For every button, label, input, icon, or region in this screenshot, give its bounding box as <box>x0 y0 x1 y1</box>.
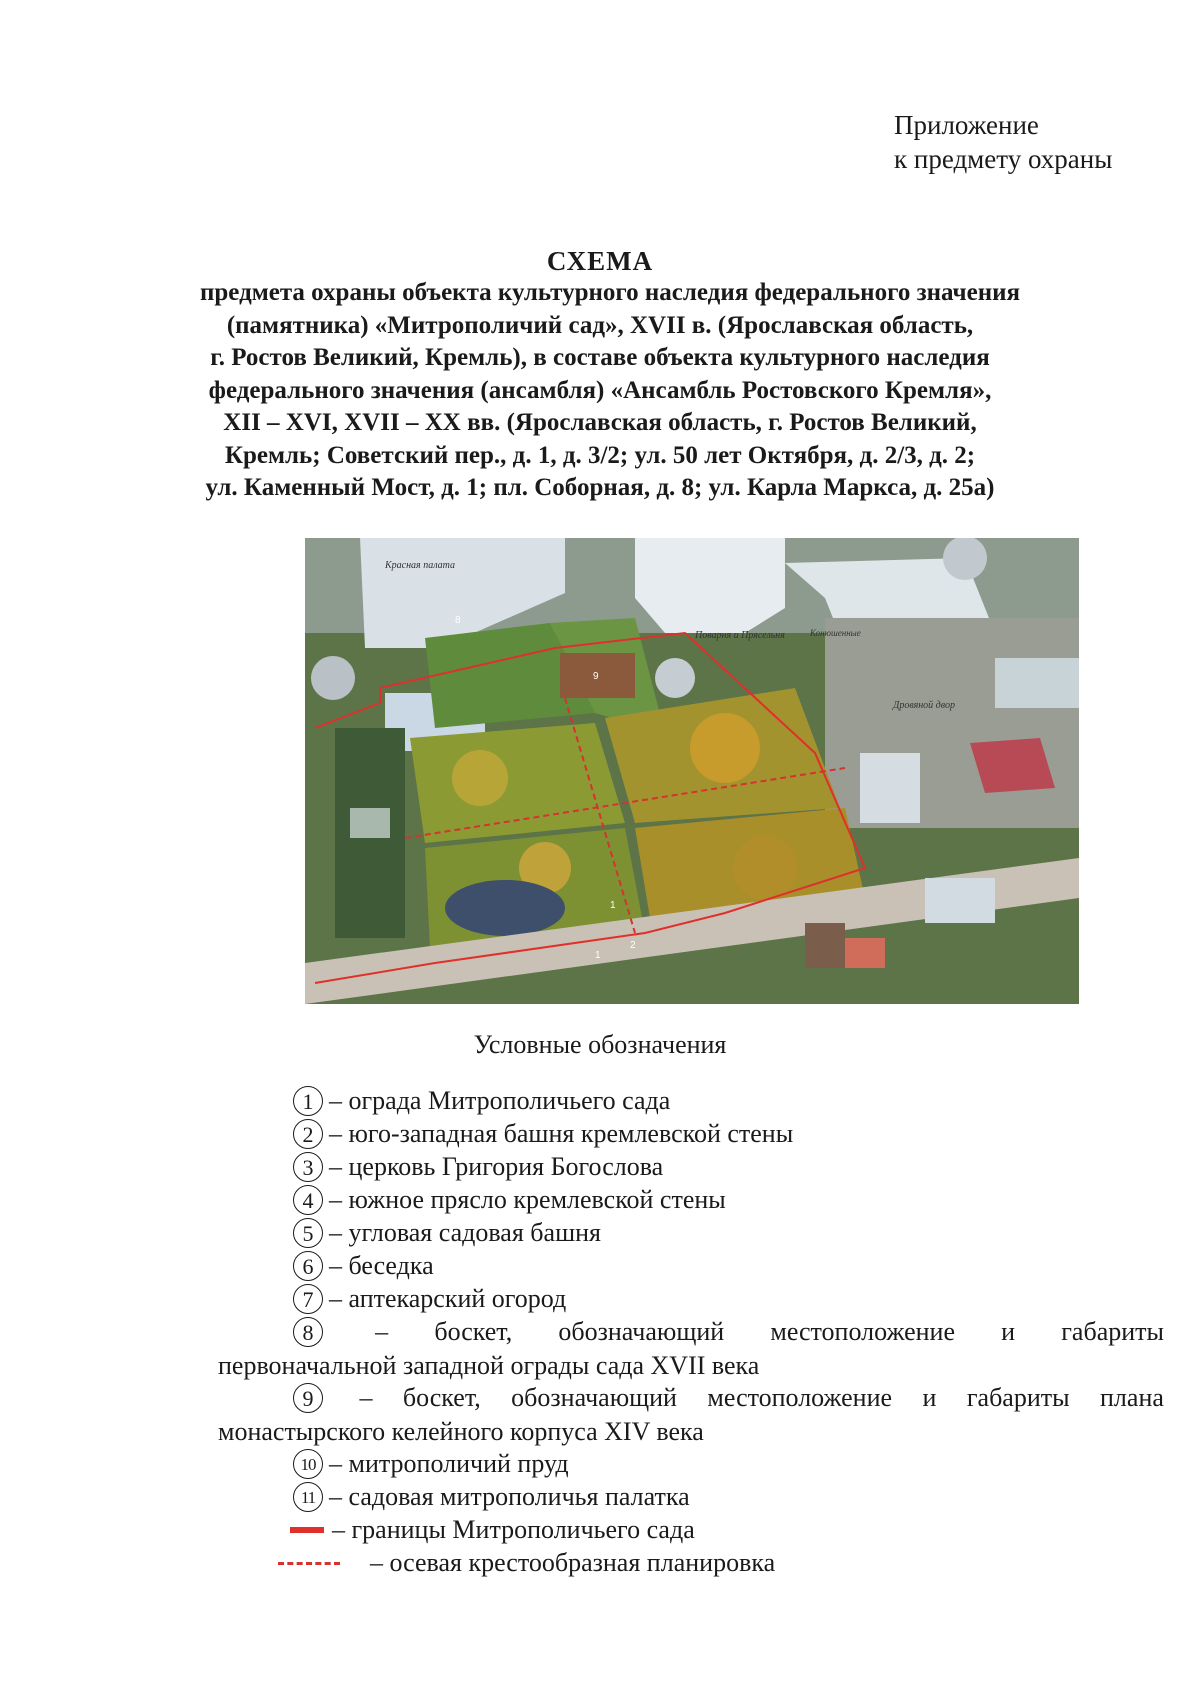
appendix-line-2: к предмету охраны <box>894 144 1113 174</box>
map-marker: 1 <box>610 900 616 911</box>
legend-word: местоположение <box>707 1383 893 1412</box>
label-konyushni: Конюшенные <box>810 628 861 638</box>
aerial-map-graphic <box>305 538 1079 1004</box>
southwest-tower <box>311 656 355 700</box>
legend-number: 4 <box>293 1185 323 1215</box>
legend-text: – аптекарский огород <box>329 1284 567 1313</box>
legend-word: – <box>359 1383 373 1412</box>
legend-item-8 <box>218 1315 1164 1382</box>
legend-text: – садовая митрополичья палатка <box>329 1482 690 1511</box>
aerial-site-map <box>305 538 1079 1004</box>
legend-item <box>293 1218 601 1250</box>
appendix-note <box>894 108 1112 176</box>
legend-text: – церковь Григория Богослова <box>329 1152 664 1181</box>
legend-word: плана <box>1100 1383 1164 1412</box>
title-line-5: XII – XVI, XVII – XX вв. (Ярославская область, г. Ростов Великий, <box>223 409 977 436</box>
legend-word: боскет, <box>402 1383 481 1412</box>
title-line-4: федерального значения (ансамбля) «Ансамбль Ростовского Кремля», <box>208 376 992 404</box>
legend-item <box>293 1119 793 1151</box>
legend-text: – угловая садовая башня <box>329 1218 601 1247</box>
legend-text: – беседка <box>329 1251 434 1280</box>
legend-number: 2 <box>293 1119 323 1149</box>
legend-text-continued: монастырского келейного корпуса XIV века <box>218 1417 704 1447</box>
legend-word: местоположение <box>770 1317 955 1346</box>
legend-number: 9 <box>293 1383 323 1413</box>
title-line-1: предмета охраны объекта культурного наследия федерального значения <box>200 279 1021 306</box>
legend-number: 1 <box>293 1086 323 1116</box>
map-marker: 9 <box>593 671 599 682</box>
legend-text: – южное прясло кремлевской стены <box>329 1185 726 1214</box>
red-roof-building <box>970 738 1055 793</box>
legend-number: 11 <box>293 1482 323 1512</box>
legend-word: и <box>1001 1317 1016 1346</box>
map-marker: 1 <box>595 950 601 961</box>
label-dvor: Дровяной двор <box>893 700 955 711</box>
legend-word: обозначающий <box>511 1383 677 1412</box>
axis-dashed-swatch <box>278 1562 340 1565</box>
legend-text: – границы Митрополичьего сада <box>332 1515 695 1544</box>
legend-text: – ограда Митрополичьего сада <box>329 1086 671 1115</box>
title-line-7: ул. Каменный Мост, д. 1; пл. Соборная, д. 8; ул. Карла Маркса, д. 25а) <box>205 474 995 501</box>
legend-number: 3 <box>293 1152 323 1182</box>
legend-item <box>293 1449 569 1481</box>
legend-item <box>293 1284 566 1316</box>
map-marker: 8 <box>455 615 461 626</box>
legend-word: – <box>375 1317 389 1346</box>
label-povarnya: Поварня и Прясельня <box>695 630 785 641</box>
legend-item-boundary <box>290 1515 695 1545</box>
legend-item <box>293 1185 726 1217</box>
legend-word: обозначающий <box>558 1317 725 1346</box>
legend-number: 5 <box>293 1218 323 1248</box>
legend-text-continued: первоначальной западной ограды сада XVII века <box>218 1351 760 1381</box>
legend-number: 10 <box>293 1449 323 1479</box>
legend-item <box>293 1251 434 1283</box>
legend-text: – митрополичий пруд <box>329 1449 569 1478</box>
legend-word: габариты <box>1061 1317 1164 1346</box>
map-marker: 2 <box>630 940 636 951</box>
legend-item-axis <box>278 1548 775 1578</box>
title-line-6: Кремль; Советский пер., д. 1, д. 3/2; ул. 50 лет Октября, д. 2/3, д. 2; <box>224 441 976 469</box>
document-title <box>200 245 1021 505</box>
legend-number: 7 <box>293 1284 323 1314</box>
label-krasnaya: Красная палата <box>385 560 456 571</box>
legend-text: – осевая крестообразная планировка <box>370 1548 776 1577</box>
legend-item-9 <box>218 1381 1164 1448</box>
metropolitan-pond <box>445 880 565 936</box>
legend-number: 8 <box>293 1317 323 1347</box>
title-line-3: г. Ростов Великий, Кремль), в составе объекта культурного наследия <box>210 344 990 371</box>
corner-garden-tower <box>655 658 695 698</box>
legend-item <box>293 1086 670 1118</box>
legend-word: габариты <box>966 1383 1070 1412</box>
title-main: СХЕМА <box>546 246 654 276</box>
title-line-2: (памятника) «Митрополичий сад», XVII в. (Ярославская область, <box>226 311 974 339</box>
legend-item <box>293 1152 663 1184</box>
appendix-line-1: Приложение <box>894 110 1039 140</box>
legend-word: и <box>922 1383 937 1412</box>
legend-heading: Условные обозначения <box>473 1030 727 1059</box>
legend-item <box>293 1482 690 1514</box>
boundary-line-swatch <box>290 1527 324 1533</box>
legend-text: – юго-западная башня кремлевской стены <box>329 1119 794 1148</box>
legend-number: 6 <box>293 1251 323 1281</box>
legend-word: боскет, <box>434 1317 513 1346</box>
